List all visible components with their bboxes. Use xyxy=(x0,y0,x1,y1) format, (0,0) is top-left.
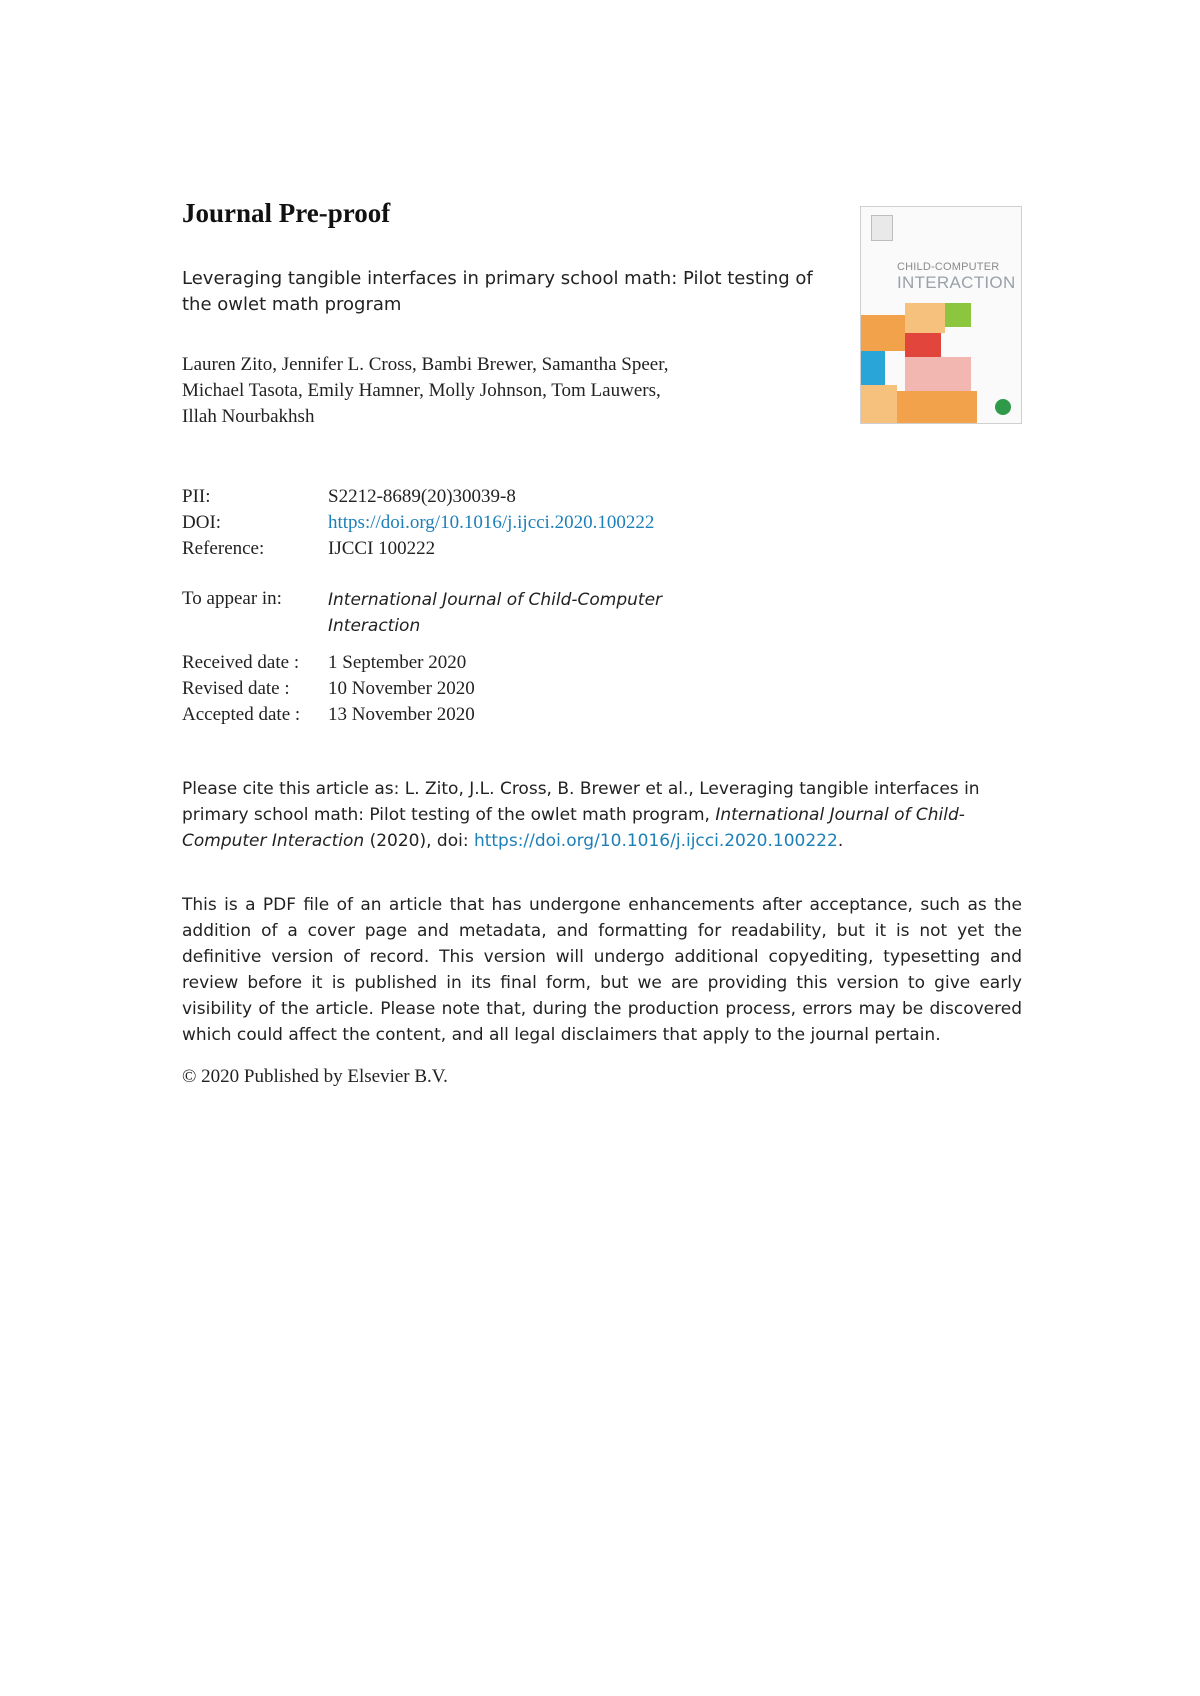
citation-text: Please cite this article as: L. Zito, J.L. Cross, B. Brewer et al., Leveraging tangible interfaces in primary school math: Pilot testing of the owlet math program, xyxy=(182,779,980,825)
citation-year-doi: (2020), doi: xyxy=(369,831,469,851)
article-title: Leveraging tangible interfaces in primary school math: Pilot testing of the owlet math program xyxy=(182,268,813,315)
metadata-block xyxy=(182,484,882,724)
cover-tile-green xyxy=(945,303,971,327)
reference-label: Reference: xyxy=(182,538,265,559)
cover-tile-light-bottom xyxy=(861,385,897,423)
revised-date-value: 10 November 2020 xyxy=(328,678,475,699)
cover-journal-name-line2: INTERACTION xyxy=(897,273,1016,292)
cover-journal-name-line1: CHILD-COMPUTER xyxy=(897,261,1000,273)
cover-tile-red xyxy=(905,333,941,357)
citation-doi-link[interactable]: https://doi.org/10.1016/j.ijcci.2020.100222 xyxy=(473,831,838,851)
appear-in-value-line1: International Journal of Child-Computer xyxy=(328,590,663,610)
copyright-notice: © 2020 Published by Elsevier B.V. xyxy=(182,1066,448,1087)
citation-paragraph xyxy=(182,776,1022,854)
author-list xyxy=(182,352,802,430)
revised-date-label: Revised date : xyxy=(182,678,290,699)
doi-link[interactable]: https://doi.org/10.1016/j.ijcci.2020.100222 xyxy=(328,512,655,533)
page-heading: Journal Pre-proof xyxy=(182,198,391,228)
cover-badge-icon xyxy=(995,399,1011,415)
citation-suffix: . xyxy=(837,831,844,851)
appear-in-label: To appear in: xyxy=(182,588,282,609)
cover-tile-light-orange xyxy=(905,303,945,333)
received-date-value: 1 September 2020 xyxy=(328,652,467,673)
cover-tile-orange-bottom xyxy=(897,391,977,423)
citation-journal: International Journal of Child-Computer Interaction xyxy=(182,805,965,851)
preproof-notice: This is a PDF file of an article that has undergone enhancements after acceptance, such as the addition of a cover page and metadata, and formatting for readability, but it is not yet the definitive version of record. This version will undergo additional copyediting, typesetting and review before it is published in its final form, but we are providing this version to give early visibility of the article. Please note that, during the production process, errors may be discovered which could affect the content, and all legal disclaimers that apply to the journal pertain. xyxy=(182,895,1022,1045)
received-date-label: Received date : xyxy=(182,652,300,673)
journal-cover-thumbnail xyxy=(860,206,1022,424)
reference-value: IJCCI 100222 xyxy=(328,538,436,559)
accepted-date-value: 13 November 2020 xyxy=(328,704,475,725)
pii-label: PII: xyxy=(182,486,211,507)
appear-in-value-line2: Interaction xyxy=(328,616,421,636)
authors-line: Illah Nourbakhsh xyxy=(182,406,315,427)
pii-value: S2212-8689(20)30039-8 xyxy=(328,486,516,507)
cover-tile-orange xyxy=(861,315,905,351)
cover-tile-blue xyxy=(861,351,885,385)
accepted-date-label: Accepted date : xyxy=(182,704,301,725)
doi-label: DOI: xyxy=(182,512,222,533)
elsevier-logo-icon xyxy=(871,215,893,241)
authors-line: Michael Tasota, Emily Hamner, Molly Johnson, Tom Lauwers, xyxy=(182,380,661,401)
cover-tile-pink xyxy=(905,357,971,391)
authors-line: Lauren Zito, Jennifer L. Cross, Bambi Brewer, Samantha Speer, xyxy=(182,354,669,375)
